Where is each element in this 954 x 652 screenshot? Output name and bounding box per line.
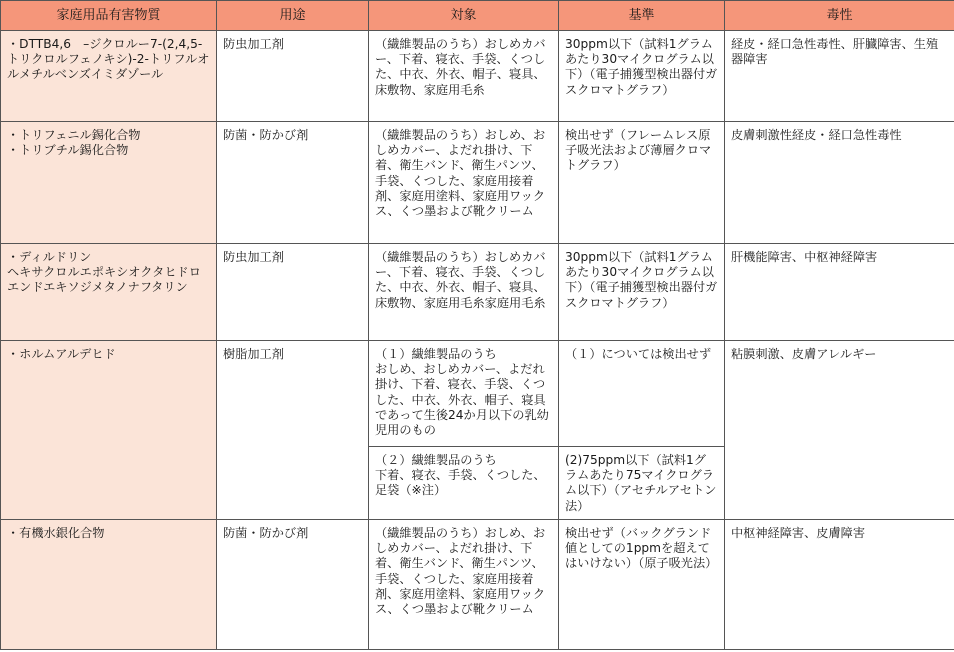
target-cell: （繊維製品のうち）おしめカバー、下着、寝衣、手袋、くつした、中衣、外衣、帽子、寝具、床敷物、家庭用毛糸家庭用毛糸 [369, 244, 559, 341]
target-cell: （２）繊維製品のうち 下着、寝衣、手袋、くつした、足袋（※注） [369, 447, 559, 520]
use-cell: 防虫加工剤 [217, 244, 369, 341]
toxicity-cell: 経皮・経口急性毒性、肝臓障害、生殖器障害 [725, 31, 954, 122]
toxicity-cell: 皮膚刺激性経皮・経口急性毒性 [725, 122, 954, 244]
toxicity-cell: 肝機能障害、中枢神経障害 [725, 244, 954, 341]
header-use: 用途 [217, 1, 369, 31]
standard-cell: （１）については検出せず [559, 341, 725, 447]
standard-cell: 30ppm以下（試料1グラムあたり30マイクログラム以下）（電子捕獲型検出器付ガスクロマトグラフ） [559, 31, 725, 122]
toxicity-cell: 中枢神経障害、皮膚障害 [725, 520, 954, 650]
substance-cell: ・ホルムアルデヒド [1, 341, 217, 520]
target-cell: （繊維製品のうち）おしめ、おしめカバー、よだれ掛け、下着、衛生バンド、衛生パンツ、手袋、くつした、家庭用接着剤、家庭用塗料、家庭用ワックス、くつ墨および靴クリーム [369, 520, 559, 650]
use-cell: 防虫加工剤 [217, 31, 369, 122]
header-standard: 基準 [559, 1, 725, 31]
target-cell: （繊維製品のうち）おしめ、おしめカバー、よだれ掛け、下着、衛生バンド、衛生パンツ、手袋、くつした、家庭用接着剤、家庭用塗料、家庭用ワックス、くつ墨および靴クリーム [369, 122, 559, 244]
header-toxicity: 毒性 [725, 1, 954, 31]
substance-cell: ・有機水銀化合物 [1, 520, 217, 650]
substance-cell: ・DTTB4,6 –ジクロルー7-(2,4,5-トリクロルフェノキシ)-2-トリフルオルメチルベンズイミダゾール [1, 31, 217, 122]
standard-cell: (2)75ppm以下（試料1グラムあたり75マイクログラム以下）（アセチルアセトン法） [559, 447, 725, 520]
use-cell: 防菌・防かび剤 [217, 122, 369, 244]
table-row [1, 122, 954, 244]
header-target: 対象 [369, 1, 559, 31]
table-row [1, 31, 954, 122]
substance-cell: ・トリフェニル錫化合物 ・トリブチル錫化合物 [1, 122, 217, 244]
use-cell: 樹脂加工剤 [217, 341, 369, 520]
standard-cell: 検出せず（バックグランド値としての1ppmを超えてはいけない）（原子吸光法） [559, 520, 725, 650]
substance-cell: ・ディルドリン ヘキサクロルエポキシオクタヒドロエンドエキソジメタノナフタリン [1, 244, 217, 341]
target-cell: （１）繊維製品のうち おしめ、おしめカバー、よだれ掛け、下着、寝衣、手袋、くつした、中衣、外衣、帽子、寝具であって生後24か月以下の乳幼児用のもの [369, 341, 559, 447]
header-substance: 家庭用品有害物質 [1, 1, 217, 31]
standard-cell: 検出せず（フレームレス原子吸光法および薄層クロマトグラフ） [559, 122, 725, 244]
toxicity-cell: 粘膜刺激、皮膚アレルギー [725, 341, 954, 520]
target-cell: （繊維製品のうち）おしめカバー、下着、寝衣、手袋、くつした、中衣、外衣、帽子、寝具、床敷物、家庭用毛糸 [369, 31, 559, 122]
table-row [1, 244, 954, 341]
standard-cell: 30ppm以下（試料1グラムあたり30マイクログラム以下）（電子捕獲型検出器付ガスクロマトグラフ） [559, 244, 725, 341]
table-row [1, 341, 954, 447]
table-header-row [1, 1, 954, 31]
table-row [1, 520, 954, 650]
use-cell: 防菌・防かび剤 [217, 520, 369, 650]
